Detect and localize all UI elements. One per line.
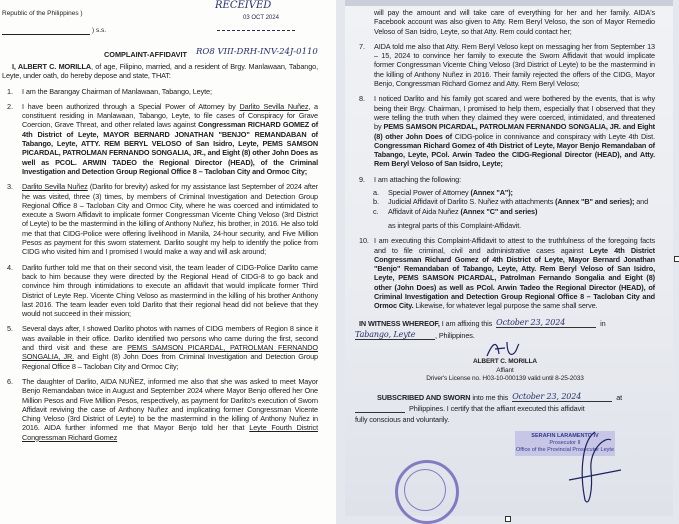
prosecutor-stamp: SERAFIN LARAMENTO IV Prosecutor II Office of the Provincial Prosecutor Leyte [515, 431, 615, 456]
item-1 [7, 86, 318, 96]
item-number: 7. [359, 41, 365, 51]
text-segment: I am attaching the following: [374, 174, 461, 184]
underlined-text: Darlito Sevilla Nuñez [239, 101, 309, 111]
item-5 [7, 324, 318, 371]
attachment-c [373, 206, 655, 216]
text-segment: Affidavit of Aida Nuñez [388, 206, 461, 216]
item-4 [7, 262, 318, 319]
text-segment: will pay the amount and will take care of everything for her and her family. AIDA's Facebook account was also given to Atty. Rem Beryl Veloso, the son of Mayor Remedio Veloso of San Isidro, Leyte, so that Atty. Rem could contact her; [374, 8, 655, 36]
attachment-b [373, 197, 655, 207]
bold-text: I, ALBERT C. MORILLA [12, 62, 91, 71]
item-number: b. [373, 197, 379, 207]
resize-handle-right[interactable] [674, 256, 679, 262]
item-number: 3. [7, 182, 13, 192]
notary-seal [395, 460, 459, 524]
text-segment: AIDA told me also that Atty. Rem Beryl Veloso kept on messaging her from September 13 – 15, 2024 to convince her family to execute the Sworn Affidavit that would implicate former Congressman Vicente Ching Veloso (3rd District of Leyte) to be the mastermind in the killing of Anthony Nuñez in 2016. Their family rejected the offers of the CIDG, Mayor Benjo, Congressman Richard Gomez and Atty. Rem Beryl Veloso; [374, 41, 655, 89]
drivers-license: Driver's License no. H03-10-000139 valid until 8-25-2033 [426, 375, 584, 383]
text-segment: I noticed Darlito and his family got scared and were bothered by the events, that is why being their Brgy. Chairman, I promised to help them, especially that I observed that they were telling the truth when they claimed they were coerced, intimidated, and threatened by [374, 94, 655, 132]
item-number: c. [373, 206, 379, 216]
bold-text: Leyte 4th District Congressman Richard Gomez of 4th District of Leyte, Mayor Bernard Jonathan "Benjo" Remandaban of Tabango, Leyte, Atty. Rem Beryl Veloso of San Isidro, Leyte, PEMS SAMSON PICARDAL, Patrolman Fernando Songalia and Eight (8) other (John Does) as well as PCol. Arwin Tadeo the Regional Director (HEAD), of Criminal Investigation and Detection Group Regional Office 8 – Tacloban City and Ormoc City. [374, 245, 655, 311]
text-segment: and [634, 197, 649, 207]
affiant-signature [483, 340, 523, 358]
bold-text: Congressman Richard Gomez of 4th District of Leyte, Mayor Benjo Remandaban of Tabango, Leyte, PCol. Arwin Tadeo the CIDG-Regional Director (HEAD), and Atty. Rem Beryl Veloso of San Isidro, Leyte; [374, 140, 655, 169]
item-3 [7, 182, 318, 257]
bold-text: Congressman RICHARD GOMEZ of 4th District of Leyte, MAYOR BERNARD JONATHAN "BENJO" REMANDABAN of Tabango, Leyte, ATTY. REM BERYL VELOSO of San Isidro, Leyte, PEMS SAMSON PICARDAL, PATROLMAN FERNANDO SONGALIA, JR., and Eight (8) other John Does as well as PCOL. ARWIN TADEO the Regional Director (HEAD), of the Criminal Investigation and Detection Group Regional Office 8 – Tacloban City and Ormoc City; [22, 120, 319, 176]
bold-text: (Annex "B" and series); [555, 197, 635, 207]
affiant-block [355, 358, 655, 384]
item-7 [359, 41, 655, 89]
text-segment: Likewise, for whatever legal purpose the same shall serve. [413, 301, 598, 311]
jurat-line-3: fully conscious and voluntarily. [355, 415, 450, 425]
item-10 [359, 236, 655, 311]
text-segment: The daughter of Darlito, AIDA NUÑEZ, informed me also that she was asked to meet Mayor Benjo Remandaban twice in August and September 2024 where Mayor Benjo offered her One Million Pesos and Five Million Pesos, respectively, as payment for Darlito's execution of Sworn Affidavit reviving the case of Anthony Nuñez and implicating former Congressman Vicente Ching Veloso (3rd District of Leyte) to be the mastermind in the killing of Anthony Nuñez in 2016. AIDA further informed me that Mayor Benjo told her that [22, 376, 318, 433]
text-segment: I am the Barangay Chairman of Manlawaan, Tabango, Leyte; [22, 86, 212, 96]
item-number: 1. [7, 86, 13, 96]
text-segment: , a constituent residing in Manlawaan, Tabango, Leyte, to file cases of Conspiracy for Grave Coercion, Grave Threat, and other related laws against [22, 101, 318, 130]
received-stamp: RECEIVED 03 OCT 2024 [205, 0, 305, 42]
bold-text: (Annex "C" and series) [460, 206, 538, 216]
scan-edge [345, 0, 673, 6]
jurat-line-2-row [355, 404, 655, 413]
venue-line [2, 27, 90, 35]
item-2 [7, 101, 319, 176]
document-title: COMPLAINT-AFFIDAVIT [104, 50, 187, 59]
item-9 [359, 174, 655, 184]
jurat-clause: SUBSCRIBED AND SWORN into me this October 23, 2024 at [377, 391, 623, 402]
attachment-a [373, 188, 655, 198]
text-segment: Judicial Affidavit of Darlito S. Nuñez with attachments [388, 197, 556, 207]
affiant-name: ALBERT C. MORILLA [472, 358, 538, 366]
item-number: 10. [359, 236, 369, 246]
affiant-role: Affiant [496, 366, 514, 374]
witness-place: Tabango, Leyte , Philippines. [355, 329, 475, 340]
text-segment: Special Power of Attorney [388, 188, 471, 198]
item-8 [359, 94, 655, 169]
item-number: a. [373, 188, 379, 198]
resize-handle-bottom[interactable] [505, 516, 511, 522]
left-page-body [2, 62, 318, 442]
bold-text: PEMS SAMSON PICARDAL, PATROLMAN FERNANDO SONGALIA, JR. and Eight (8) other John Does of [374, 122, 655, 141]
text-segment: CIDG-police in connivance and conspiracy with Leyte 4th Dist. [452, 131, 655, 141]
text-segment: (Darlito for brevity) asked for my assistance last September of 2024 after he was visited, three (3) times, by members of Criminal Investigation and Detection Group Regional Office 8 – Tacloban City and Ormoc City, where he was coerced and intimidated to execute a Sworn Affidavit to implicate former Congressman Vicente Ching Veloso (3rd District of Leyte) to be the mastermind in the killing of Anthony Nuñez, his brother, in 2016. He also told me that that CIDG-Police were offering livelihood in Manila, 24-hour security, and Five Million Pesos as payment for this sworn statement. Darlito sought my help to identify the police from CIDG who visited him and I promised I would make a way and will ask around; [22, 182, 318, 257]
witness-clause: IN WITNESS WHEREOF, I am affixing this October 23, 2024 in [359, 317, 606, 328]
text-segment: Several days after, I showed Darlito photos with names of CIDG members of Region 8 since it was available in their office. Darlito identified two persons who came during the first, second and third visit and these are [22, 324, 318, 353]
right-document-page [345, 0, 673, 516]
item-number: 9. [359, 174, 365, 184]
underlined-text: Leyte Fourth District Congressman Richard Gomez [22, 423, 318, 442]
item-6 [7, 376, 318, 442]
bold-text: (Annex "A"); [470, 188, 513, 198]
text-segment: Darlito further told me that on their second visit, the team leader of CIDG-Police Darlito came back to him because they were directed by the Regional Head of CIDG-8 to go back and convince him through intimidations to execute an affidavit that would implicate former Third District of Leyte Rep. Vicente Ching Veloso as mastermind in the killing of his brother Anthony last 2016. The team leader even told Darlito that their regional head did not believe that they would not succeed in their mission; [22, 262, 318, 319]
republic-header: Republic of the Philippines ) [2, 10, 83, 17]
jurat-place-line [355, 405, 405, 413]
text-segment: I am executing this Complaint-Affidavit to attest to the truthfulness of the foregoing facts and to file criminal, civil and administrative cases against [374, 236, 655, 255]
item-number: 6. [7, 376, 13, 386]
item-number: 2. [7, 101, 13, 111]
left-document-page [0, 0, 336, 524]
item-number: 4. [7, 262, 13, 272]
jurat-line-2: Philippines. I certify that the affiant executed this affidavit [409, 404, 585, 413]
text-segment: , of age, Filipino, married, and a resident of Brgy. Manlawaan, Tabango, Leyte, under oath, do hereby depose and state, THAT: [2, 62, 318, 81]
item-number: 8. [359, 94, 365, 104]
text-segment: I have been authorized through a Special Power of Attorney by [22, 101, 240, 111]
integral-parts-text: as integral parts of this Complaint-Affidavit. [388, 220, 522, 230]
ss-label: ) s.s. [92, 27, 107, 34]
case-number-handwritten: RO8 VIII-DRH-INV-24J-0110 [196, 47, 318, 57]
intro-paragraph [2, 62, 318, 81]
item-number: 5. [7, 324, 13, 334]
underlined-text: PEMS SAMSON PICARDAL, PATROLMAN FERNANDO SONGALIA, JR. [22, 343, 318, 362]
text-segment: and Eight (8) John Does from Criminal Investigation and Detection Group Regional Office 8 – Tacloban City and Ormoc City; [22, 352, 318, 371]
underlined-text: Darlito Sevilla Nuñez [22, 182, 88, 192]
item-6-continuation [374, 8, 655, 36]
right-page-body [355, 8, 655, 456]
